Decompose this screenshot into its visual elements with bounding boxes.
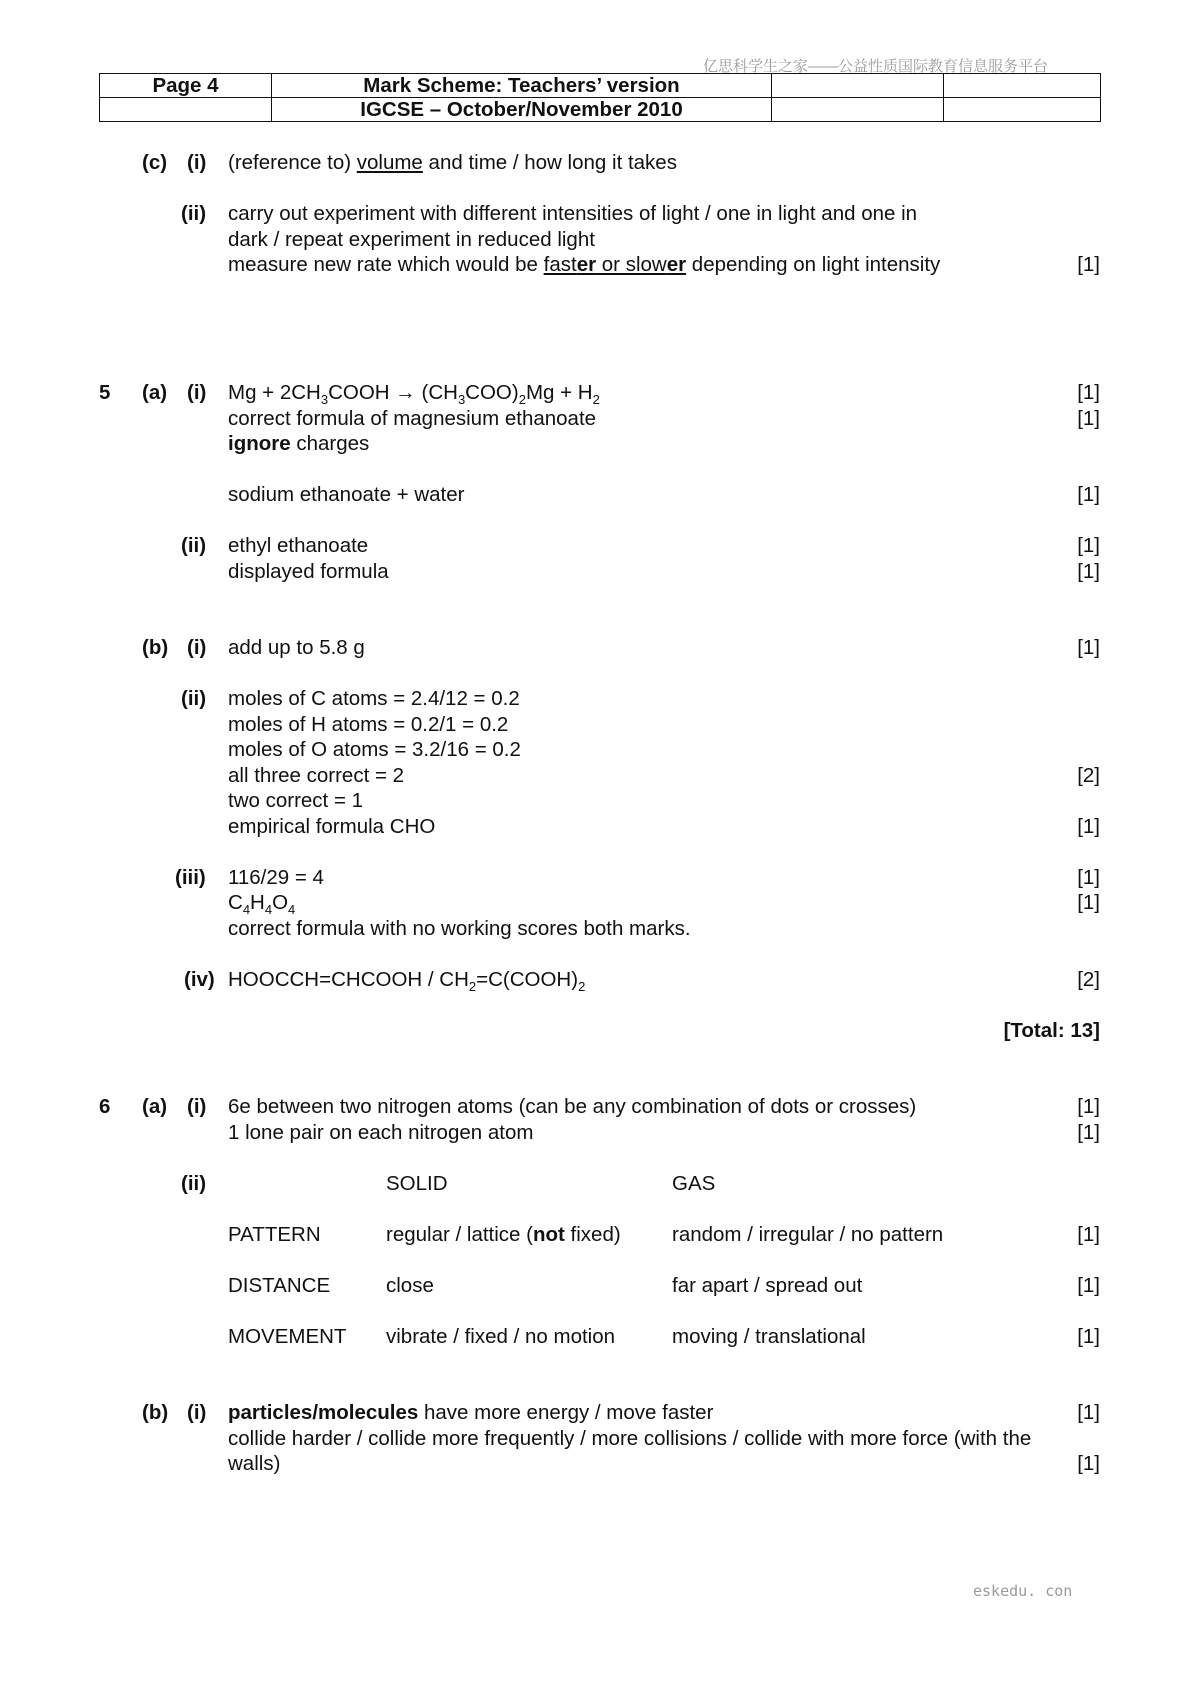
subpart-label: (ii) <box>181 202 207 225</box>
header-empty-cell <box>944 98 1101 122</box>
answer-line: add up to 5.8 g <box>228 636 365 659</box>
question-number: 6 <box>99 1095 111 1118</box>
mark: [1] <box>1077 381 1100 404</box>
watermark-text: 亿思科学生之家——公益性质国际教育信息服务平台 <box>702 58 1048 75</box>
mark: [1] <box>1077 1121 1100 1144</box>
solid-cell: vibrate / fixed / no motion <box>386 1325 616 1348</box>
gas-cell: random / irregular / no pattern <box>672 1223 944 1246</box>
arrow-icon: → <box>395 381 416 404</box>
subpart-label: (iii) <box>175 866 206 889</box>
answer-line: ethyl ethanoate <box>228 534 369 557</box>
question-number: 5 <box>99 381 111 404</box>
part-label: (b) <box>142 636 169 659</box>
mark: [1] <box>1077 253 1100 276</box>
mark: [1] <box>1077 636 1100 659</box>
answer-line: (reference to) volume and time / how long it takes <box>228 151 677 174</box>
page-number: Page 4 <box>100 74 272 98</box>
subpart-label: (ii) <box>181 534 207 557</box>
mark: [2] <box>1077 968 1100 991</box>
mark: [2] <box>1077 764 1100 787</box>
chemical-equation: $Mg + 2CH_3COOH \to (CH_3COO)_2Mg + H_2$ <box>228 381 600 407</box>
mark: [1] <box>1077 560 1100 583</box>
answer-line: correct formula with no working scores both marks. <box>228 917 691 940</box>
mark: [1] <box>1077 1223 1100 1246</box>
column-header-solid: SOLID <box>386 1172 448 1195</box>
mark: [1] <box>1077 1452 1100 1475</box>
answer-line: walls) <box>228 1452 281 1475</box>
mark: [1] <box>1077 1274 1100 1297</box>
answer-line: moles of O atoms = 3.2/16 = 0.2 <box>228 738 521 761</box>
part-label: (b) <box>142 1401 169 1424</box>
answer-line: dark / repeat experiment in reduced light <box>228 228 595 251</box>
subpart-label: (iv) <box>184 968 215 991</box>
subpart-label: (i) <box>187 636 207 659</box>
mark: [1] <box>1077 815 1100 838</box>
header-table <box>99 73 1101 122</box>
mark: [1] <box>1077 866 1100 889</box>
document-title: Mark Scheme: Teachers’ version <box>272 74 772 98</box>
answer-line: two correct = 1 <box>228 789 364 812</box>
solid-cell: close <box>386 1274 434 1297</box>
mark: [1] <box>1077 1095 1100 1118</box>
answer-line: 116/29 = 4 <box>228 866 324 889</box>
answer-line: collide harder / collide more frequently / more collisions / collide with more force (with the <box>228 1427 1032 1450</box>
mark: [1] <box>1077 1401 1100 1424</box>
answer-line: 6e between two nitrogen atoms (can be any combination of dots or crosses) <box>228 1095 917 1118</box>
answer-line: particles/molecules have more energy / move faster <box>228 1401 714 1424</box>
mark: [1] <box>1077 483 1100 506</box>
mark: [1] <box>1077 891 1100 914</box>
answer-line: sodium ethanoate + water <box>228 483 465 506</box>
part-label: (c) <box>142 151 168 174</box>
header-empty-cell <box>772 98 944 122</box>
answer-line: correct formula of magnesium ethanoate <box>228 407 597 430</box>
solid-cell: regular / lattice (not fixed) <box>386 1223 621 1246</box>
header-empty-cell <box>772 74 944 98</box>
subpart-label: (i) <box>187 381 207 404</box>
answer-line: 1 lone pair on each nitrogen atom <box>228 1121 534 1144</box>
mark: [1] <box>1077 534 1100 557</box>
document-subtitle: IGCSE – October/November 2010 <box>272 98 772 122</box>
header-empty-cell <box>100 98 272 122</box>
part-label: (a) <box>142 1095 168 1118</box>
structural-formula: HOOCCH=CHCOOH / $CH_2=C(COOH)_2$ <box>228 968 586 994</box>
header-empty-cell <box>944 74 1101 98</box>
row-label: PATTERN <box>228 1223 321 1246</box>
mark: [1] <box>1077 407 1100 430</box>
answer-line: displayed formula <box>228 560 389 583</box>
gas-cell: moving / translational <box>672 1325 866 1348</box>
answer-line: empirical formula CHO <box>228 815 436 838</box>
question-total: [Total: 13] <box>1003 1019 1100 1042</box>
molecular-formula: $C_4H_4O_4$ <box>228 891 296 917</box>
subpart-label: (i) <box>187 151 207 174</box>
gas-cell: far apart / spread out <box>672 1274 863 1297</box>
row-label: MOVEMENT <box>228 1325 347 1348</box>
answer-line: all three correct = 2 <box>228 764 405 787</box>
row-label: DISTANCE <box>228 1274 331 1297</box>
subpart-label: (ii) <box>181 1172 207 1195</box>
answer-line: moles of H atoms = 0.2/1 = 0.2 <box>228 713 509 736</box>
subpart-label: (i) <box>187 1401 207 1424</box>
column-header-gas: GAS <box>672 1172 716 1195</box>
part-label: (a) <box>142 381 168 404</box>
mark: [1] <box>1077 1325 1100 1348</box>
answer-line: carry out experiment with different intensities of light / one in light and one in <box>228 202 918 225</box>
footer-text: eskedu. con <box>973 1582 1073 1600</box>
subpart-label: (i) <box>187 1095 207 1118</box>
answer-line: measure new rate which would be faster or slower depending on light intensity <box>228 253 941 276</box>
answer-line: moles of C atoms = 2.4/12 = 0.2 <box>228 687 520 710</box>
subpart-label: (ii) <box>181 687 207 710</box>
answer-line: ignore charges <box>228 432 370 455</box>
